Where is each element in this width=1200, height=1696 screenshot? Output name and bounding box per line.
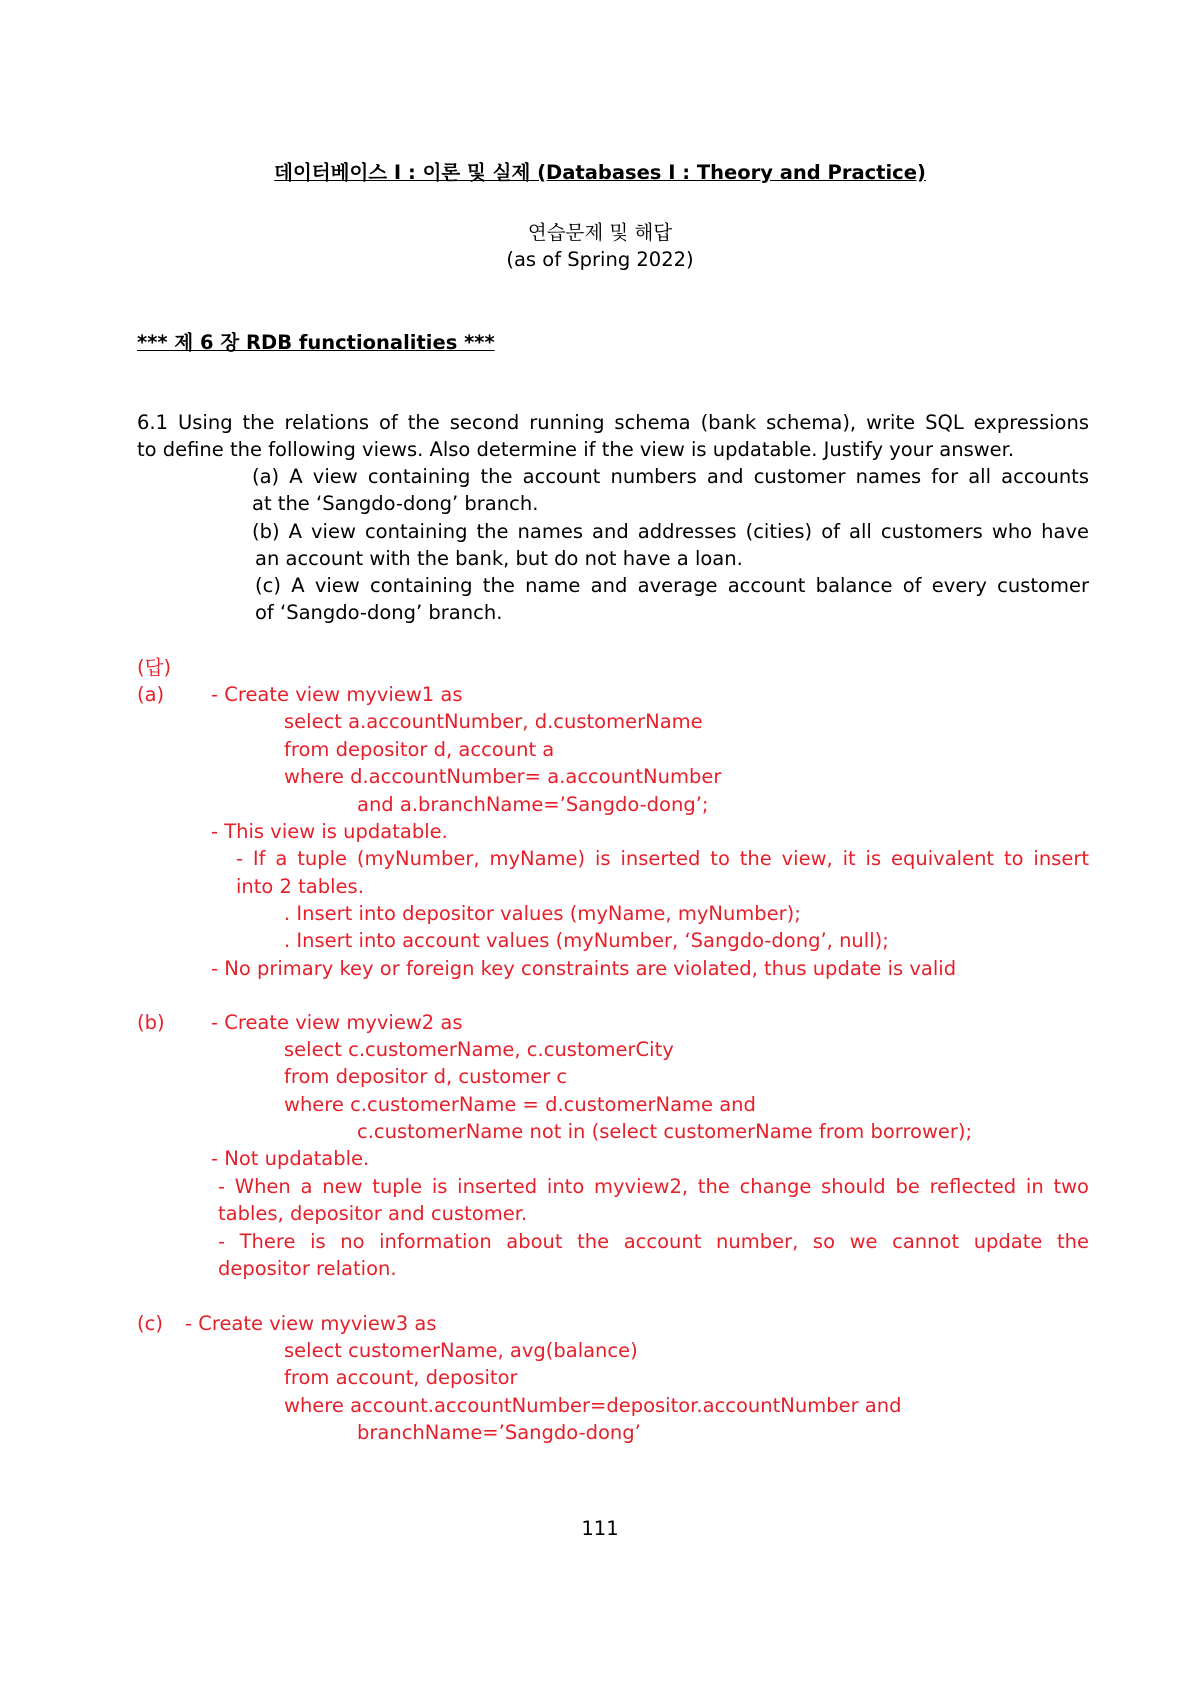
answer-b-line-5: c.customerName not in (select customerName from borrower); [357,1120,973,1143]
question-line-2: to define the following views. Also determine if the view is updatable. Justify your answer. [137,438,1015,461]
answer-b-line-7: - When a new tuple is inserted into myview2, the change should be reflected in two [218,1175,1089,1198]
answer-label: (답) [137,656,172,679]
answer-c-line-2: select customerName, avg(balance) [284,1339,638,1362]
question-item-b-line-1: (b) A view containing the names and addresses (cities) of all customers who have [252,520,1089,543]
answer-c-line-3: from account, depositor [284,1366,518,1389]
answer-a-line-2: select a.accountNumber, d.customerName [284,710,703,733]
answer-c-line-4: where account.accountNumber=depositor.accountNumber and [284,1394,902,1417]
answer-b-line-1: - Create view myview2 as [211,1011,463,1034]
page-number: 111 [581,1517,619,1540]
answer-a-label: (a) [137,683,165,706]
answer-a-line-3: from depositor d, account a [284,738,555,761]
answer-a-line-4: where d.accountNumber= a.accountNumber [284,765,722,788]
answer-a-line-11: - No primary key or foreign key constraints are violated, thus update is valid [211,957,957,980]
answer-a-line-10: . Insert into account values (myNumber, ‘Sangdo-dong’, null); [284,929,889,952]
answer-a-line-1: - Create view myview1 as [211,683,463,706]
question-line-1: 6.1 Using the relations of the second running schema (bank schema), write SQL expressions [137,411,1089,434]
question-item-a-line-1: (a) A view containing the account numbers and customer names for all accounts [252,465,1089,488]
answer-a-line-9: . Insert into depositor values (myName, myNumber); [284,902,801,925]
answer-b-line-8: tables, depositor and customer. [218,1202,528,1225]
answer-c-label: (c) [137,1312,163,1335]
answer-b-line-9: - There is no information about the account number, so we cannot update the [218,1230,1089,1253]
answer-b-line-4: where c.customerName = d.customerName and [284,1093,756,1116]
question-item-c-line-1: (c) A view containing the name and average account balance of every customer [255,574,1089,597]
answer-a-line-8: into 2 tables. [236,875,364,898]
question-item-b-line-2: an account with the bank, but do not have a loan. [255,547,743,570]
edition-note: (as of Spring 2022) [506,248,694,271]
question-item-c-line-2: of ‘Sangdo-dong’ branch. [255,601,503,624]
page-subtitle: 연습문제 및 해답 [527,221,673,244]
answer-a-line-7: - If a tuple (myNumber, myName) is inserted to the view, it is equivalent to insert [236,847,1089,870]
answer-c-line-5: branchName=’Sangdo-dong’ [357,1421,641,1444]
answer-a-line-6: - This view is updatable. [211,820,448,843]
answer-a-line-5: and a.branchName=’Sangdo-dong’; [357,793,709,816]
answer-b-line-2: select c.customerName, c.customerCity [284,1038,674,1061]
answer-c-line-1: - Create view myview3 as [185,1312,437,1335]
answer-b-line-10: depositor relation. [218,1257,397,1280]
page-title: 데이터베이스 I : 이론 및 실제 (Databases I : Theory and Practice) [274,161,926,184]
chapter-heading: *** 제 6 장 RDB functionalities *** [137,331,495,354]
answer-b-label: (b) [137,1011,165,1034]
answer-b-line-6: - Not updatable. [211,1147,370,1170]
answer-b-line-3: from depositor d, customer c [284,1065,568,1088]
question-item-a-line-2: at the ‘Sangdo-dong’ branch. [252,492,539,515]
